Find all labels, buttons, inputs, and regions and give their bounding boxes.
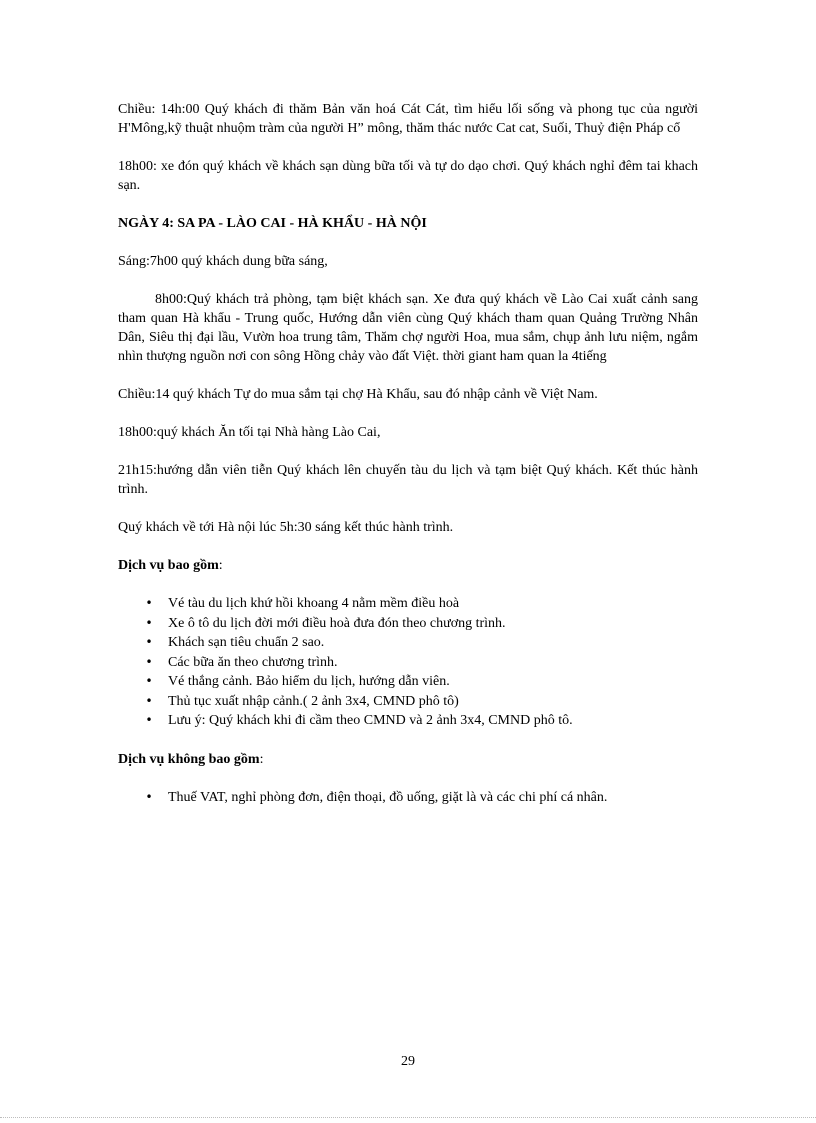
included-services-list — [118, 594, 698, 731]
document-body — [118, 100, 698, 807]
included-services-colon: : — [218, 558, 223, 573]
page-number: 29 — [401, 1054, 415, 1069]
checkout-ha-khau-paragraph: 8h00:Quý khách trả phòng, tạm biệt khách sạn. Xe đưa quý khách về Lào Cai xuất cảnh sang tham quan Hà khẩu - Trung quốc, Hướng dẫn viên cùng Quý khách tham quan Quảng Trường Nhân Dân, Siêu thị đại lầu, Vườn hoa trung tâm, Thăm chợ người Hoa, mua sắm, chụp ảnh lưu niệm, ngắm nhìn thượng nguồn nơi con sông Hồng chảy vào đất Việt. thời giant ham quan la 4tiếng — [118, 292, 698, 364]
dinner-paragraph: 18h00:quý khách Ăn tối tại Nhà hàng Lào Cai, — [118, 425, 381, 440]
bullet-icon: • — [145, 674, 153, 688]
list-item — [118, 672, 698, 692]
arrival-hanoi-paragraph: Quý khách về tới Hà nội lúc 5h:30 sáng kết thúc hành trình. — [118, 520, 454, 535]
list-item — [118, 614, 698, 634]
list-item-text: Xe ô tô du lịch đời mới điều hoà đưa đón theo chương trình. — [168, 615, 506, 631]
included-services-title: Dịch vụ bao gồm — [118, 558, 219, 573]
included-services-label — [118, 556, 698, 575]
list-item — [118, 633, 698, 653]
excluded-services-colon: : — [259, 751, 264, 767]
bullet-icon: • — [145, 635, 153, 649]
bullet-icon: • — [145, 693, 153, 708]
bullet-icon: • — [145, 596, 153, 610]
excluded-services-label — [118, 750, 698, 769]
list-item — [118, 692, 698, 712]
excluded-services-list — [118, 788, 698, 808]
afternoon-cat-cat-paragraph: Chiều: 14h:00 Quý khách đi thăm Bản văn hoá Cát Cát, tìm hiểu lối sống và phong tục của người H'Mông,kỹ thuật nhuộm tràm của người H” mông, thăm thác nước Cat cat, Suối, Thuỷ điện Pháp cổ — [118, 102, 698, 136]
day-4-heading: NGÀY 4: SA PA - LÀO CAI - HÀ KHẨU - HÀ NỘI — [118, 216, 427, 231]
list-item-text: Vé tàu du lịch khứ hồi khoang 4 nằm mềm điều hoà — [168, 596, 460, 611]
train-departure-paragraph: 21h15:hướng dẫn viên tiễn Quý khách lên chuyến tàu du lịch và tạm biệt Quý khách. Kết thúc hành trình. — [118, 463, 698, 497]
list-item-text: Khách sạn tiêu chuẩn 2 sao. — [168, 635, 325, 650]
bullet-icon: • — [145, 654, 153, 669]
list-item-text: Lưu ý: Quý khách khi đi cầm theo CMND và 2 ảnh 3x4, CMND phô tô. — [168, 713, 573, 728]
afternoon-shopping-paragraph: Chiều:14 quý khách Tự do mua sắm tại chợ Hà Khẩu, sau đó nhập cảnh về Việt Nam. — [118, 387, 598, 402]
list-item — [118, 711, 698, 731]
bullet-icon: • — [145, 713, 153, 727]
page-bottom-divider — [0, 1117, 816, 1118]
list-item — [118, 788, 698, 808]
evening-return-paragraph: 18h00: xe đón quý khách về khách sạn dùng bữa tối và tự do dạo chơi. Quý khách nghỉ đêm tai khach sạn. — [118, 159, 698, 193]
list-item-text: Thủ tục xuất nhập cảnh.( 2 ảnh 3x4, CMND phô tô) — [168, 693, 459, 709]
list-item — [118, 594, 698, 614]
morning-breakfast-paragraph: Sáng:7h00 quý khách dung bữa sáng, — [118, 254, 328, 269]
excluded-services-title: Dịch vụ không bao gồm — [118, 751, 260, 767]
list-item-text: Các bữa ăn theo chương trình. — [168, 654, 338, 670]
bullet-icon: • — [145, 615, 153, 630]
list-item-text: Thuế VAT, nghỉ phòng đơn, điện thoại, đồ uống, giặt là và các chi phí cá nhân. — [168, 789, 608, 805]
list-item-text: Vé thắng cảnh. Bảo hiểm du lịch, hướng dẫn viên. — [168, 674, 450, 689]
list-item — [118, 653, 698, 673]
bullet-icon: • — [145, 789, 153, 804]
